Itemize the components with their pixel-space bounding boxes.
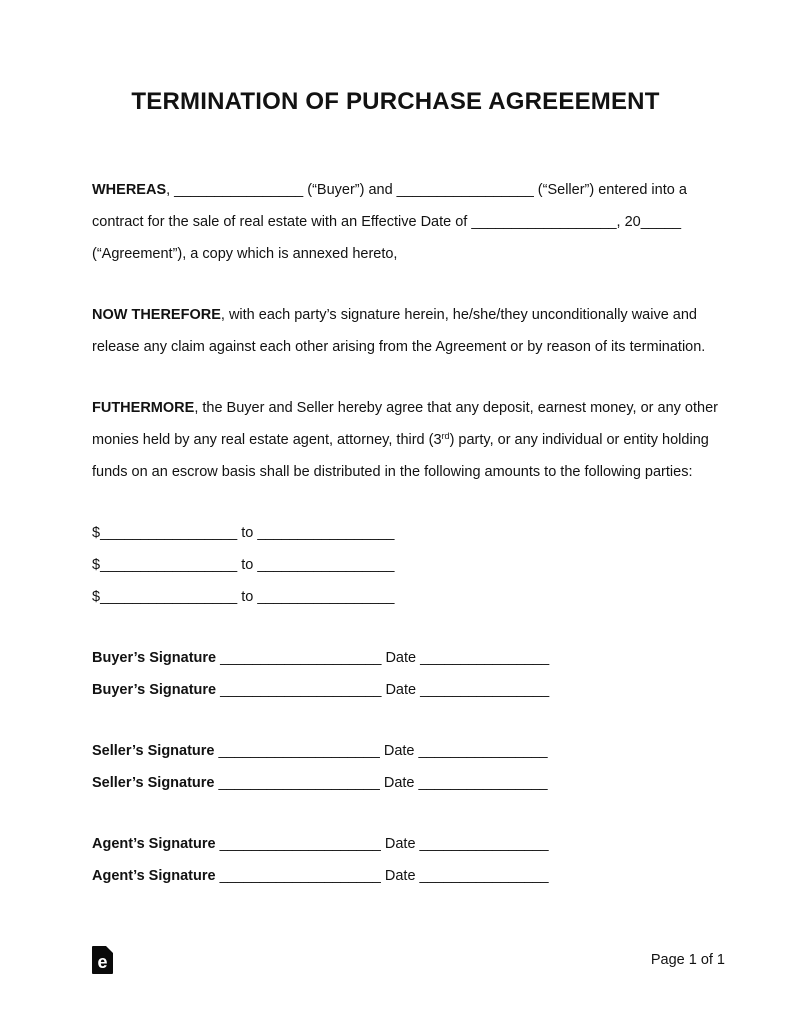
whereas-paragraph bbox=[92, 174, 760, 270]
furthermore-line-1-text: , the Buyer and Seller hereby agree that any deposit, earnest money, or any other bbox=[194, 400, 718, 416]
page-footer bbox=[92, 944, 725, 976]
page-indicator: Page 1 of 1 bbox=[650, 952, 725, 968]
now-therefore-line-2: release any claim against each other arising from the Agreement or by reason of its termination. bbox=[92, 339, 706, 355]
signature-label: Seller’s Signature bbox=[92, 743, 215, 759]
whereas-line-3: (“Agreement”), a copy which is annexed hereto, bbox=[92, 246, 398, 262]
date-label: Date bbox=[383, 775, 415, 791]
amount-blank: _________________ bbox=[100, 525, 242, 541]
date-blank: ________________ bbox=[416, 650, 550, 666]
signature-row bbox=[92, 674, 760, 706]
distribution-section bbox=[92, 517, 760, 613]
currency-symbol: $ bbox=[92, 557, 101, 573]
signature-blank: ____________________ bbox=[215, 868, 385, 884]
recipient-blank: _________________ bbox=[253, 589, 395, 605]
signature-label: Buyer’s Signature bbox=[92, 682, 217, 698]
buyer-signature-group bbox=[92, 642, 760, 706]
date-label: Date bbox=[385, 650, 417, 666]
whereas-line-2: contract for the sale of real estate with an Effective Date of __________________, 20_____ bbox=[92, 214, 682, 230]
signature-row bbox=[92, 828, 760, 860]
eforms-logo-icon bbox=[92, 946, 113, 974]
to-label: to bbox=[241, 589, 254, 605]
date-label: Date bbox=[384, 868, 416, 884]
furthermore-line-2-after: ) party, or any individual or entity holding bbox=[449, 432, 709, 448]
signature-blank: ____________________ bbox=[214, 743, 384, 759]
signature-blank: ____________________ bbox=[216, 682, 386, 698]
date-label: Date bbox=[385, 682, 417, 698]
ordinal-superscript: rd bbox=[441, 431, 450, 441]
document-title: TERMINATION OF PURCHASE AGREEEMENT bbox=[131, 88, 660, 115]
seller-signature-group bbox=[92, 735, 760, 799]
signature-label: Seller’s Signature bbox=[92, 775, 215, 791]
distribution-row bbox=[92, 549, 760, 581]
date-blank: ________________ bbox=[415, 868, 549, 884]
signature-label: Agent’s Signature bbox=[92, 868, 216, 884]
signature-blank: ____________________ bbox=[214, 775, 384, 791]
recipient-blank: _________________ bbox=[253, 557, 395, 573]
amount-blank: _________________ bbox=[100, 589, 242, 605]
date-label: Date bbox=[384, 836, 416, 852]
currency-symbol: $ bbox=[92, 525, 101, 541]
whereas-line-1-text: , ________________ (“Buyer”) and _________________ (“Seller”) entered into a bbox=[166, 182, 687, 198]
whereas-lead: WHEREAS bbox=[92, 182, 167, 198]
date-blank: ________________ bbox=[416, 682, 550, 698]
furthermore-paragraph bbox=[92, 392, 760, 488]
furthermore-lead: FUTHERMORE bbox=[92, 400, 195, 416]
signature-label: Agent’s Signature bbox=[92, 836, 216, 852]
to-label: to bbox=[241, 525, 254, 541]
whereas-line-1 bbox=[92, 174, 760, 206]
signature-label: Buyer’s Signature bbox=[92, 650, 217, 666]
signature-row bbox=[92, 642, 760, 674]
amount-blank: _________________ bbox=[100, 557, 242, 573]
signature-row bbox=[92, 735, 760, 767]
date-blank: ________________ bbox=[414, 743, 548, 759]
to-label: to bbox=[241, 557, 254, 573]
date-blank: ________________ bbox=[415, 836, 549, 852]
date-blank: ________________ bbox=[414, 775, 548, 791]
now-therefore-lead: NOW THEREFORE bbox=[92, 307, 221, 323]
furthermore-line-3: funds on an escrow basis shall be distributed in the following amounts to the following parties: bbox=[92, 464, 693, 480]
now-therefore-line-1-text: , with each party’s signature herein, he/she/they unconditionally waive and bbox=[220, 307, 697, 323]
now-therefore-line-1 bbox=[92, 299, 760, 331]
furthermore-line-2 bbox=[92, 424, 760, 456]
signature-row bbox=[92, 767, 760, 799]
date-label: Date bbox=[383, 743, 415, 759]
furthermore-line-2-before: monies held by any real estate agent, attorney, third (3 bbox=[92, 432, 442, 448]
signature-row bbox=[92, 860, 760, 892]
signature-blank: ____________________ bbox=[215, 836, 385, 852]
now-therefore-paragraph bbox=[92, 299, 760, 363]
signature-blank: ____________________ bbox=[216, 650, 386, 666]
currency-symbol: $ bbox=[92, 589, 101, 605]
distribution-row bbox=[92, 517, 760, 549]
distribution-row bbox=[92, 581, 760, 613]
agent-signature-group bbox=[92, 828, 760, 892]
furthermore-line-1 bbox=[92, 392, 760, 424]
eforms-logo-letter: e bbox=[97, 951, 108, 972]
recipient-blank: _________________ bbox=[253, 525, 395, 541]
document-body bbox=[92, 174, 760, 892]
